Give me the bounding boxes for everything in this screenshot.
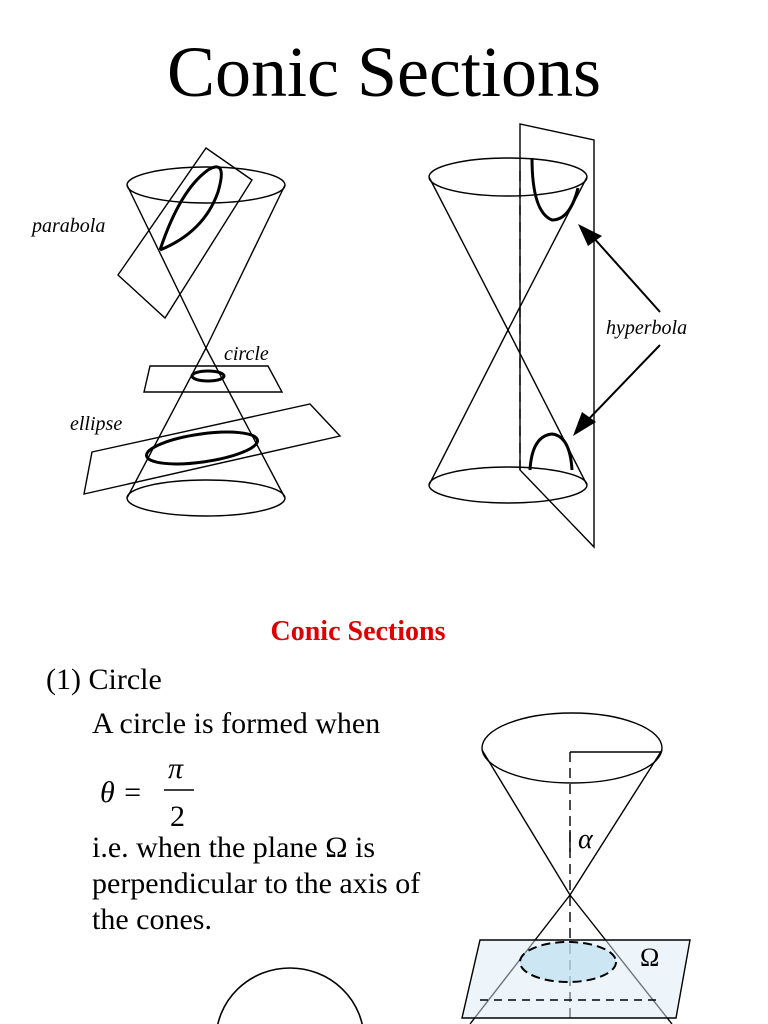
circle-outline <box>216 968 364 1024</box>
right-cone-bottom-rim <box>429 467 587 503</box>
alpha-label: α <box>578 824 593 855</box>
right-cone-edge-left-top <box>429 177 508 330</box>
right-cone-edge-left-bottom <box>429 330 508 485</box>
intro-text: A circle is formed when <box>92 707 381 740</box>
ellipse-label: ellipse <box>70 413 123 435</box>
hyperbola-lower-branch <box>530 434 572 470</box>
bottom-cone-edge-right-top <box>570 750 662 895</box>
parabola-plane <box>118 148 252 318</box>
parabola-label: parabola <box>32 215 106 237</box>
hyperbola-plane <box>520 124 594 547</box>
hyperbola-arrow-down <box>584 345 660 424</box>
bottom-cone-top-rim <box>482 713 662 783</box>
section-heading: Conic Sections <box>270 616 446 647</box>
circle-sketch <box>200 950 390 1024</box>
omega-label: Ω <box>640 943 660 972</box>
left-cone-edge-right-bottom <box>206 348 285 498</box>
formula-numerator: π <box>168 752 184 785</box>
parabola-curve <box>160 167 221 250</box>
theta-formula <box>100 752 210 832</box>
circle-curve <box>192 371 224 381</box>
hyperbola-label: hyperbola <box>606 317 688 339</box>
circle-section <box>520 942 616 982</box>
hyperbola-arrow-up <box>592 236 660 312</box>
page-title: Conic Sections <box>167 32 601 112</box>
left-cone-edge-right-top <box>206 185 285 348</box>
right-cone-top-rim <box>429 158 587 196</box>
formula-lhs: θ = <box>100 776 143 809</box>
bottom-cone-edge-left-top <box>482 750 570 895</box>
circle-section-diagram <box>440 700 768 1024</box>
left-cone-edge-left-top <box>127 185 206 348</box>
formula-denominator: 2 <box>170 800 185 832</box>
circle-label: circle <box>224 343 269 365</box>
conic-sections-diagram <box>0 110 768 560</box>
left-cone-bottom-rim <box>127 480 285 516</box>
item-label-circle: (1) Circle <box>46 663 162 696</box>
explanation-text: i.e. when the plane Ω is perpendicular to the axis of the cones. <box>92 831 421 936</box>
